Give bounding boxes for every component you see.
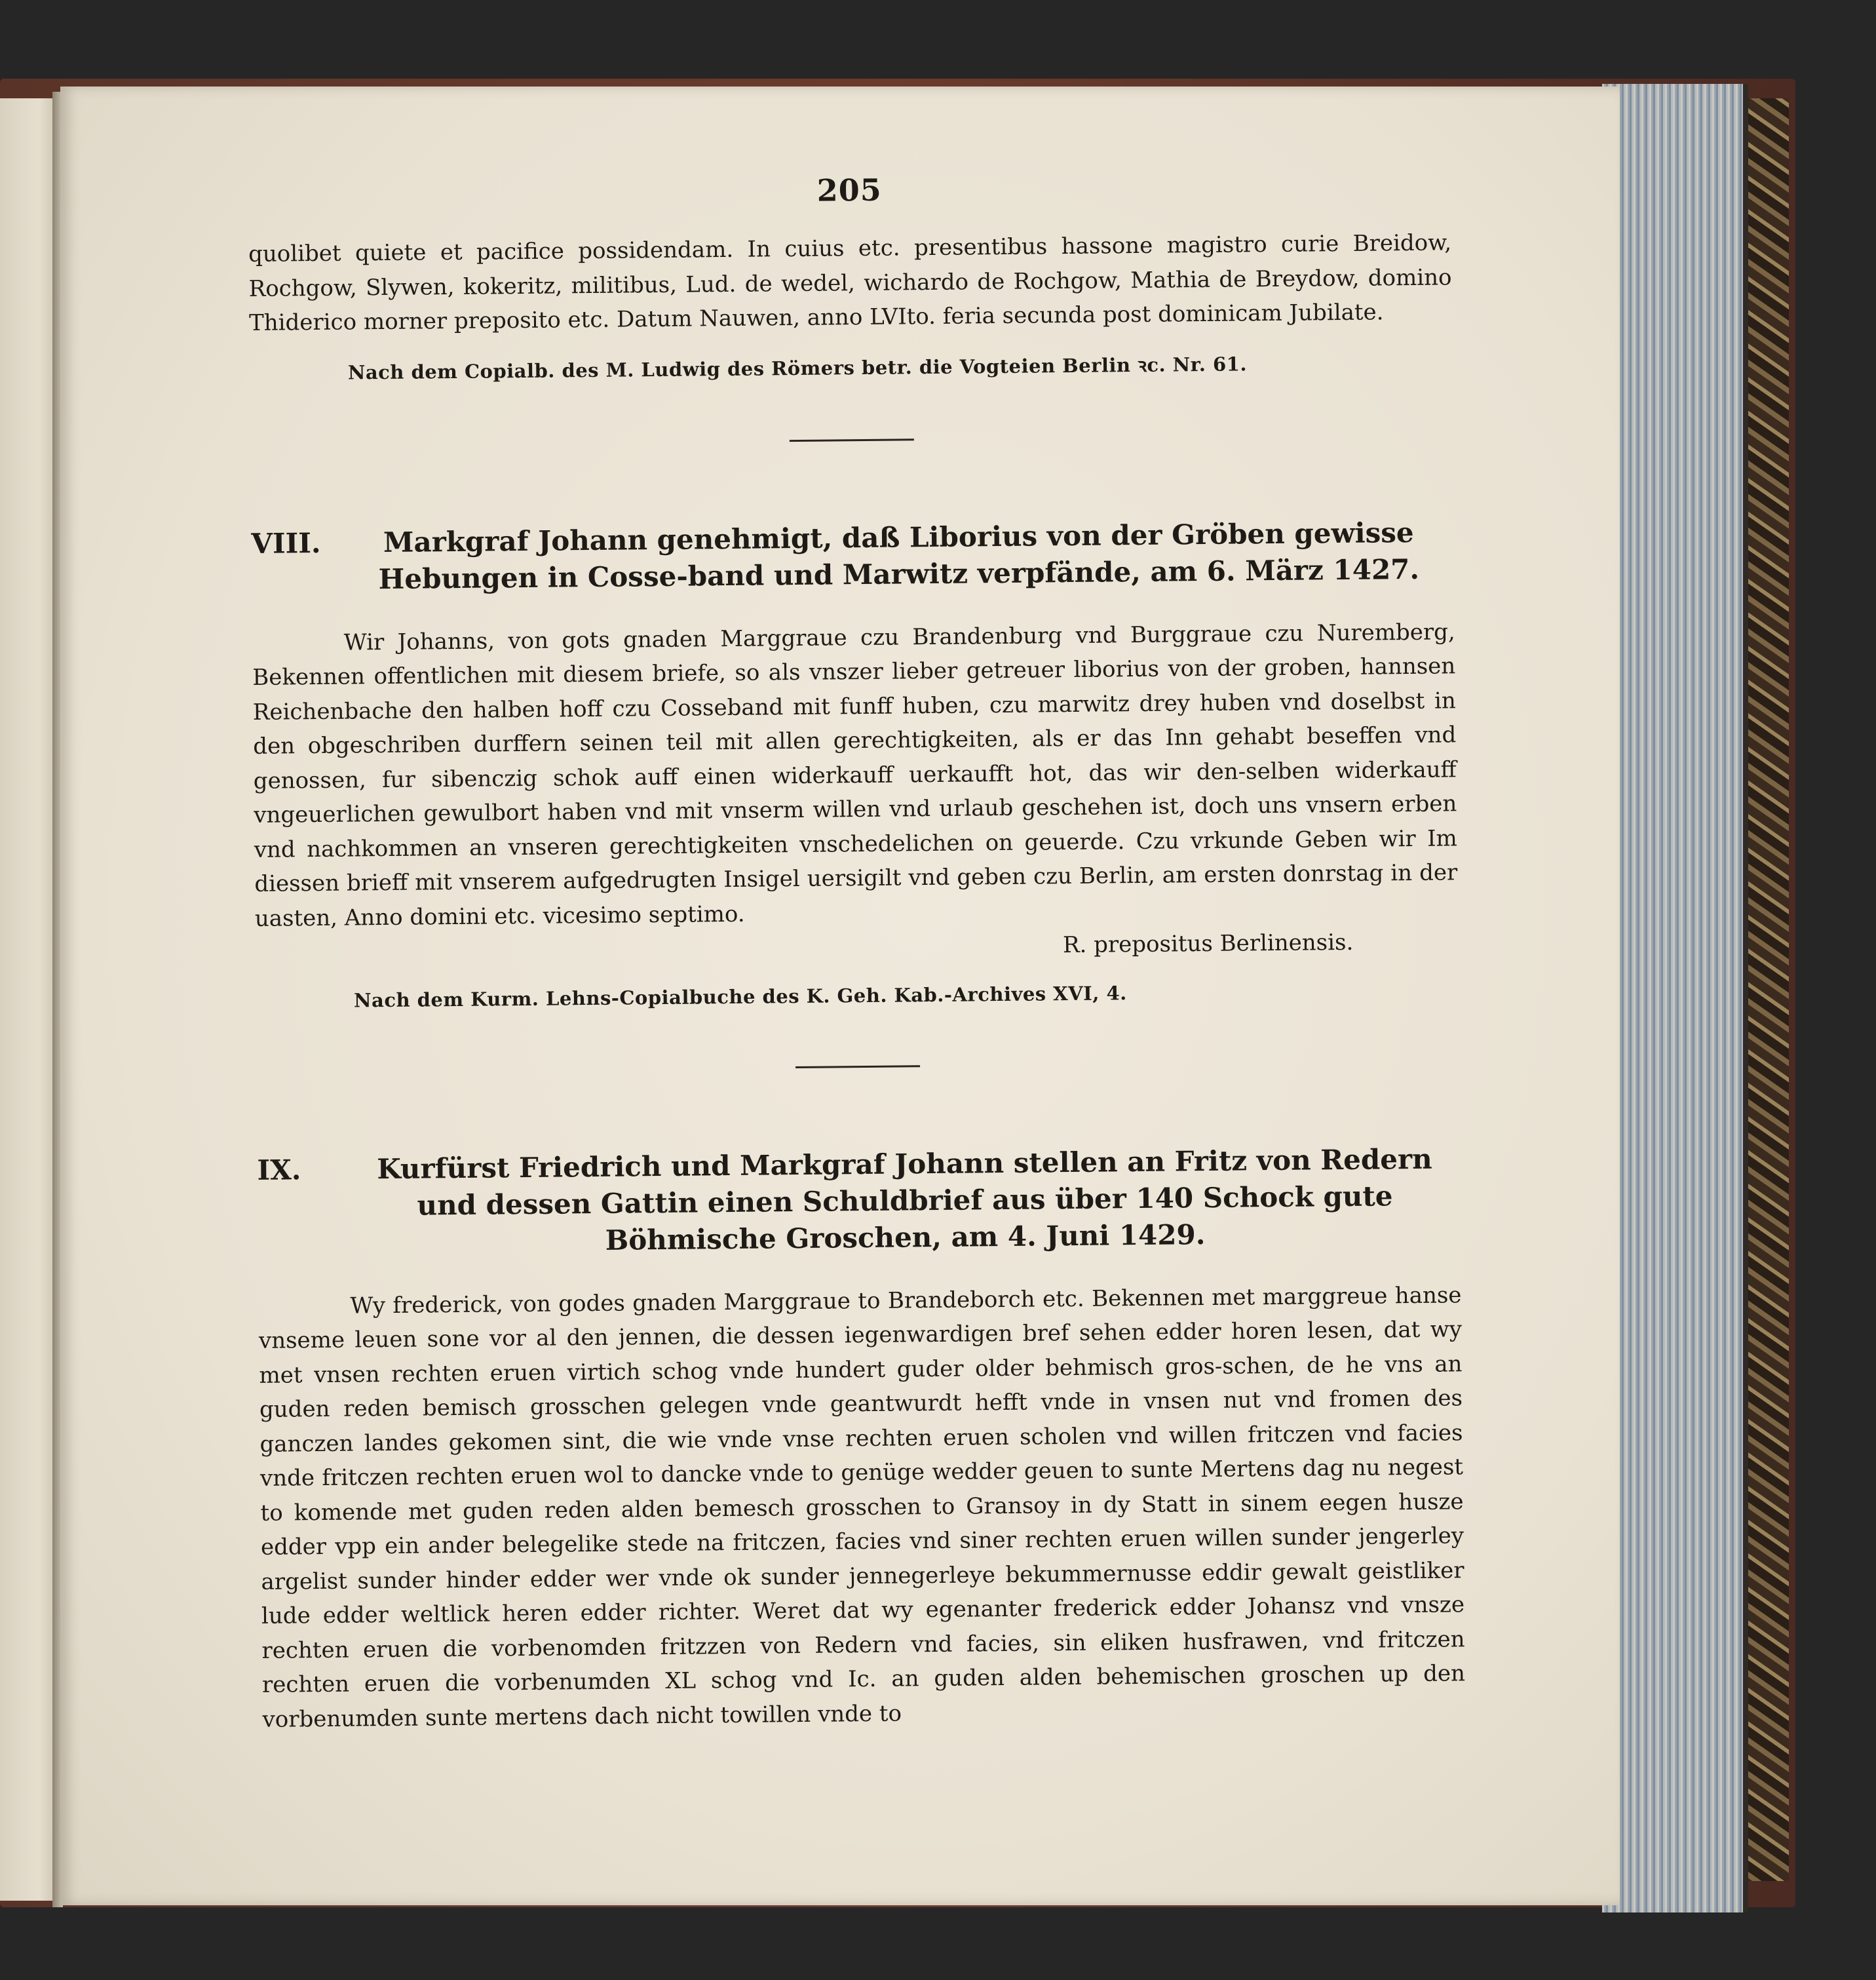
section-viii-source-note: Nach dem Kurm. Lehns-Copialbuche des K. Geh. Kab.-Archives XVI, 4.	[353, 981, 1127, 1012]
section-ix-heading	[257, 1140, 1461, 1262]
section-viii-number: VIII.	[251, 526, 321, 560]
section-ix-title: Kurfürst Friedrich und Markgraf Johann stellen an Fritz von Redern und dessen Gattin einen Schuldbrief aus über 140 Schock gute Böhmische Groschen, am 4. Juni 1429.	[377, 1142, 1432, 1256]
section-viii-body: Wir Johanns, von gots gnaden Marggraue czu Brandenburg vnd Burggraue czu Nuremberg, Bekennen offentlichen mit diesem briefe, so als vnszer lieber getreuer liborius von der groben, hannsen Reichenbache den halben hoff czu Cosseband mit funff huben, czu marwitz drey huben vnd doselbst in den obgeschriben durffern seinen teil mit allen gerechtigkeiten, als er das Inn gehabt beseffen vnd genossen, fur sibenczig schok auff einen widerkauff uerkaufft hot, das wir den-selben widerkauff vngeuerlichen gewulbort haben vnd mit vnserm willen vnd urlaub geschehen ist, doch uns vnsern erben vnd nachkommen an vnseren gerechtigkeiten vnschedelichen on geuerde. Czu vrkunde Geben wir Im diessen brieff mit vnserem aufgedrugten Insigel uersigilt vnd geben czu Berlin, am ersten donrstag in der uasten, Anno domini etc. vicesimo septimo.	[252, 618, 1458, 932]
page-fore-edge	[1602, 84, 1748, 1912]
continuation-source-note: Nach dem Copialb. des M. Ludwig des Römers betr. die Vogteien Berlin ꝛc. Nr. 61.	[347, 352, 1248, 384]
book-page	[60, 87, 1620, 1905]
section-viii-signature: R. prepositus Berlinensis.	[1062, 929, 1354, 959]
section-ix-number: IX.	[257, 1153, 301, 1186]
page-text-block	[248, 166, 1466, 1737]
section-divider	[795, 1065, 920, 1068]
section-divider	[790, 438, 914, 442]
continuation-paragraph: quolibet quiete et pacifice possidendam. In cuius etc. presentibus hassone magistro curie Breidow, Rochgow, Slywen, kokeritz, militibus, Lud. de wedel, wichardo de Rochgow, Mathia de Breydow, domino Thiderico morner preposito etc. Datum Nauwen, anno LVIto. feria secunda post dominicam Jubilate.	[248, 229, 1452, 336]
section-viii-title: Markgraf Johann genehmigt, daß Liborius von der Gröben gewisse Hebungen in Cosse-band und Marwitz verpfände, am 6. März 1427.	[378, 516, 1420, 595]
section-viii-heading	[251, 514, 1455, 599]
page-number: 205	[816, 172, 882, 208]
section-ix-body: Wy frederick, von godes gnaden Marggraue to Brandeborch etc. Bekennen met marggreue hanse vnseme leuen sone vor al den jennen, die dessen iegenwardigen bref sehen edder horen lesen, dat wy met vnsen rechten eruen virtich schog vnde hundert guder older behmisch gros-schen, de he vns an guden reden bemisch grosschen gelegen vnde geantwurdt hefft vnde in vnsen nut vnd fromen des ganczen landes gekomen sint, die wie vnde vnse rechten eruen scholen vnd willen fritczen vnd facies vnde fritczen rechten eruen wol to dancke vnde to genüge wedder geuen to sunte Mertens dag nu negest to komende met guden reden alden bemesch grosschen to Gransoy in dy Statt in sinem eegen husze edder vpp ein ander belegelike stede na fritczen, facies vnd siner rechten eruen willen sunder jengerley argelist sunder hinder edder wer vnde ok sunder jennegerleye bekummernusse eddir gewalt geistliker lude edder weltlick heren edder richter. Weret dat wy egenanter frederick edder Johansz vnd vnsze rechten eruen die vorbenomden fritzzen von Redern vnd facies, sin eliken husfrawen, vnd fritczen rechten eruen die vorbenumden XL schog vnd Ic. an guden alden behemischen groschen up den vorbenumden sunte mertens dach nicht towillen vnde to	[258, 1281, 1466, 1733]
left-page-sliver	[0, 98, 56, 1901]
